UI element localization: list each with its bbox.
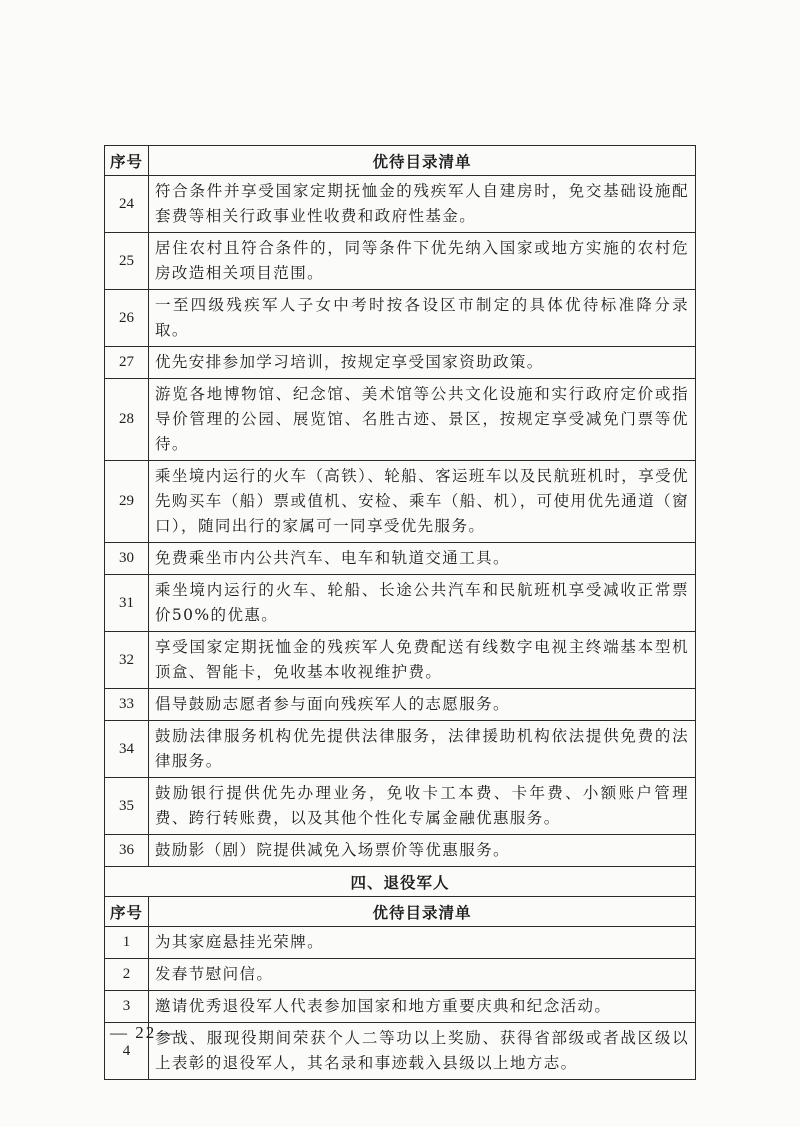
row-text: 为其家庭悬挂光荣牌。 xyxy=(149,927,696,959)
table-row xyxy=(105,543,696,575)
row-number: 27 xyxy=(105,347,149,379)
row-text: 优先安排参加学习培训，按规定享受国家资助政策。 xyxy=(149,347,696,379)
row-text: 鼓励影（剧）院提供减免入场票价等优惠服务。 xyxy=(149,835,696,867)
table-row xyxy=(105,991,696,1023)
table-header-row xyxy=(105,146,696,176)
header-title: 优待目录清单 xyxy=(149,897,696,927)
row-number: 34 xyxy=(105,721,149,778)
table-row xyxy=(105,927,696,959)
row-number: 28 xyxy=(105,379,149,461)
table-row xyxy=(105,176,696,233)
row-number: 29 xyxy=(105,461,149,543)
row-text: 鼓励银行提供优先办理业务，免收卡工本费、卡年费、小额账户管理费、跨行转账费，以及其他个性化专属金融优惠服务。 xyxy=(149,778,696,835)
row-number: 30 xyxy=(105,543,149,575)
row-number: 25 xyxy=(105,233,149,290)
page-number: — 22 — xyxy=(110,1023,182,1042)
row-number: 32 xyxy=(105,632,149,689)
table-row xyxy=(105,233,696,290)
table-row xyxy=(105,347,696,379)
table-row xyxy=(105,959,696,991)
row-text: 享受国家定期抚恤金的残疾军人免费配送有线数字电视主终端基本型机顶盒、智能卡，免收基本收视维护费。 xyxy=(149,632,696,689)
row-number: 3 xyxy=(105,991,149,1023)
header-number: 序号 xyxy=(105,146,149,176)
benefits-table xyxy=(104,145,696,1080)
table-row xyxy=(105,290,696,347)
row-text: 游览各地博物馆、纪念馆、美术馆等公共文化设施和实行政府定价或指导价管理的公园、展览馆、名胜古迹、景区，按规定享受减免门票等优待。 xyxy=(149,379,696,461)
row-text: 鼓励法律服务机构优先提供法律服务，法律援助机构依法提供免费的法律服务。 xyxy=(149,721,696,778)
row-number: 33 xyxy=(105,689,149,721)
row-text: 发春节慰问信。 xyxy=(149,959,696,991)
row-number: 24 xyxy=(105,176,149,233)
header-title: 优待目录清单 xyxy=(149,146,696,176)
section-title: 四、退役军人 xyxy=(105,867,696,897)
row-text: 邀请优秀退役军人代表参加国家和地方重要庆典和纪念活动。 xyxy=(149,991,696,1023)
table-row xyxy=(105,379,696,461)
row-text: 乘坐境内运行的火车、轮船、长途公共汽车和民航班机享受减收正常票价50%的优惠。 xyxy=(149,575,696,632)
section-title-row xyxy=(105,867,696,897)
row-text: 参战、服现役期间荣获个人二等功以上奖励、获得省部级或者战区级以上表彰的退役军人，其名录和事迹载入县级以上地方志。 xyxy=(149,1023,696,1080)
table-row xyxy=(105,1023,696,1080)
row-text: 一至四级残疾军人子女中考时按各设区市制定的具体优待标准降分录取。 xyxy=(149,290,696,347)
row-number: 2 xyxy=(105,959,149,991)
row-number: 31 xyxy=(105,575,149,632)
row-text: 乘坐境内运行的火车（高铁）、轮船、客运班车以及民航班机时，享受优先购买车（船）票或值机、安检、乘车（船、机），可使用优先通道（窗口），随同出行的家属可一同享受优先服务。 xyxy=(149,461,696,543)
row-number: 1 xyxy=(105,927,149,959)
table-row xyxy=(105,778,696,835)
row-text: 倡导鼓励志愿者参与面向残疾军人的志愿服务。 xyxy=(149,689,696,721)
row-number: 26 xyxy=(105,290,149,347)
table-row xyxy=(105,835,696,867)
row-text: 符合条件并享受国家定期抚恤金的残疾军人自建房时，免交基础设施配套费等相关行政事业性收费和政府性基金。 xyxy=(149,176,696,233)
row-number: 35 xyxy=(105,778,149,835)
table-row xyxy=(105,689,696,721)
header-number: 序号 xyxy=(105,897,149,927)
table-row xyxy=(105,721,696,778)
row-text: 居住农村且符合条件的，同等条件下优先纳入国家或地方实施的农村危房改造相关项目范围。 xyxy=(149,233,696,290)
row-text: 免费乘坐市内公共汽车、电车和轨道交通工具。 xyxy=(149,543,696,575)
table-row xyxy=(105,461,696,543)
row-number: 36 xyxy=(105,835,149,867)
table-header-row xyxy=(105,897,696,927)
table-row xyxy=(105,575,696,632)
table-row xyxy=(105,632,696,689)
row-number: 4 xyxy=(105,1023,149,1080)
